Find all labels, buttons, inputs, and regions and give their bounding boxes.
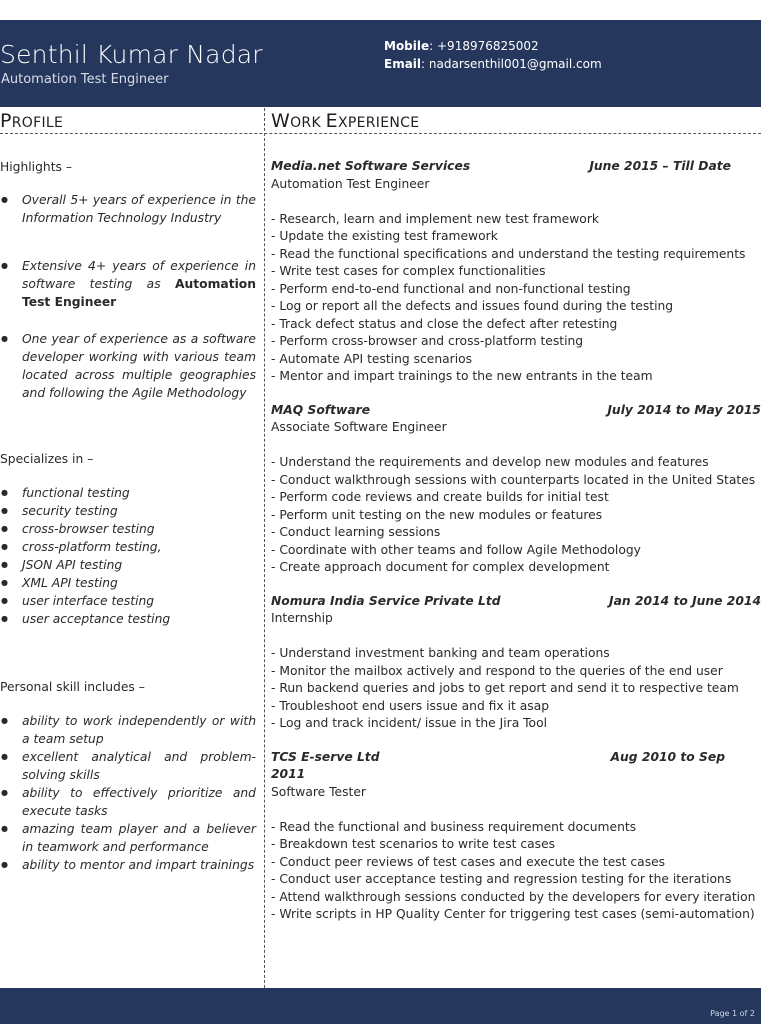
personal-skills-label: Personal skill includes – <box>0 680 145 694</box>
job-duty: - Read the functional and business requirement documents <box>271 819 637 834</box>
job-header <box>271 402 761 420</box>
footer-banner <box>0 988 761 1024</box>
highlights-list <box>0 191 256 227</box>
job-duty: - Update the existing test framework <box>271 229 498 243</box>
job-duty: - Perform end-to-end functional and non-functional testing <box>271 281 631 296</box>
job-duty: - Research, learn and implement new test framework <box>271 211 599 226</box>
job-duty: - Conduct learning sessions <box>271 525 441 539</box>
list-item: ● ability to mentor and impart trainings <box>0 856 256 874</box>
job-header <box>271 158 761 176</box>
email-address: : nadarsenthil001@gmail.com <box>421 57 602 71</box>
list-item: ● user acceptance testing <box>0 610 256 628</box>
job-dates: June 2015 – Till Date <box>589 159 731 173</box>
job-duty: - Conduct walkthrough sessions with counterparts located in the United States <box>271 472 756 487</box>
page-number: Page 1 of 2 <box>710 1009 755 1018</box>
list-item: ● security testing <box>0 502 256 520</box>
job-duty: - Perform unit testing on the new modules or features <box>271 507 603 522</box>
list-item: ● cross-browser testing <box>0 520 256 538</box>
list-item: ● ability to work independently or with a team setup <box>0 712 256 748</box>
job-duty: - Understand investment banking and team operations <box>271 646 610 660</box>
specializes-label: Specializes in – <box>0 452 94 466</box>
job-duty: - Conduct user acceptance testing and regression testing for the iterations <box>271 872 732 886</box>
profile-heading: PROFILE <box>0 110 64 132</box>
job-duty: - Track defect status and close the defect after retesting <box>271 316 618 331</box>
job-entry <box>271 402 761 577</box>
job-entry <box>271 158 761 386</box>
job-duty: - Perform cross-browser and cross-platform testing <box>271 334 584 348</box>
highlight-item: ● Overall 5+ years of experience in the Information Technology Industry <box>0 191 256 227</box>
highlights-list <box>0 257 256 311</box>
work-experience-column <box>271 158 761 940</box>
job-role: Internship <box>271 611 333 625</box>
list-item: ● excellent analytical and problem-solving skills <box>0 748 256 784</box>
job-duty: - Write scripts in HP Quality Center for triggering test cases (semi-automation) <box>271 907 755 921</box>
job-role: Automation Test Engineer <box>271 176 430 191</box>
candidate-name: Senthil Kumar Nadar <box>0 40 263 69</box>
job-role: Software Tester <box>271 784 366 799</box>
highlight-item: ● One year of experience as a software developer working with various team located across multiple geographies and following the Agile Methodology <box>0 330 256 402</box>
job-dates: Jan 2014 to June 2014 <box>609 593 761 608</box>
mobile-number: : +918976825002 <box>429 39 539 53</box>
highlight-item: ● Extensive 4+ years of experience in software testing as Automation Test Engineer <box>0 257 256 311</box>
job-dates: July 2014 to May 2015 <box>607 402 761 417</box>
list-item: ● ability to effectively prioritize and execute tasks <box>0 784 256 820</box>
job-duty: - Run backend queries and jobs to get report and send it to respective team <box>271 681 739 695</box>
email-label: Email <box>384 57 422 71</box>
job-header <box>271 749 761 767</box>
candidate-title: Automation Test Engineer <box>1 72 169 87</box>
company-name: Nomura India Service Private Ltd <box>271 593 501 608</box>
list-item: ● amazing team player and a believer in teamwork and performance <box>0 820 256 856</box>
job-duty: - Create approach document for complex development <box>271 560 610 574</box>
job-dates: Aug 2010 to Sep <box>610 749 725 764</box>
highlights-list <box>0 330 256 402</box>
job-duty: - Write test cases for complex functionalities <box>271 264 546 278</box>
job-header <box>271 593 761 611</box>
email-line <box>384 55 602 73</box>
company-name: MAQ Software <box>271 402 371 417</box>
job-duty: - Monitor the mailbox actively and respond to the queries of the end user <box>271 663 723 678</box>
job-entry <box>271 749 761 924</box>
job-dates-continued: 2011 <box>271 767 306 781</box>
list-item: ● user interface testing <box>0 592 256 610</box>
specializations-list <box>0 484 256 628</box>
job-duty: - Coordinate with other teams and follow Agile Methodology <box>271 542 641 557</box>
job-duty: - Attend walkthrough sessions conducted by the developers for every iteration <box>271 889 756 904</box>
list-item: ● XML API testing <box>0 574 256 592</box>
company-name: Media.net Software Services <box>271 159 471 173</box>
job-duty: - Log or report all the defects and issues found during the testing <box>271 299 674 313</box>
job-duty: - Understand the requirements and develop new modules and features <box>271 455 709 469</box>
job-duty: - Perform code reviews and create builds for initial test <box>271 490 609 504</box>
company-name: TCS E-serve Ltd <box>271 749 380 764</box>
personal-skills-list <box>0 712 256 874</box>
mobile-label: Mobile <box>384 39 430 53</box>
job-entry <box>271 593 761 733</box>
column-divider-vertical <box>264 108 265 988</box>
contact-info <box>384 37 602 73</box>
list-item: ● JSON API testing <box>0 556 256 574</box>
job-duty: - Log and track incident/ issue in the Jira Tool <box>271 716 548 730</box>
job-duty: - Read the functional specifications and understand the testing requirements <box>271 246 746 261</box>
job-duty: - Automate API testing scenarios <box>271 351 473 366</box>
job-duty: - Conduct peer reviews of test cases and execute the test cases <box>271 854 666 869</box>
job-duty: - Breakdown test scenarios to write test cases <box>271 837 556 851</box>
highlights-label: Highlights – <box>0 160 72 174</box>
job-duty: - Troubleshoot end users issue and fix it asap <box>271 698 550 713</box>
header-banner <box>0 20 761 107</box>
work-experience-heading: WORK EXPERIENCE <box>271 110 420 132</box>
job-duty: - Mentor and impart trainings to the new entrants in the team <box>271 369 653 383</box>
list-item: ● functional testing <box>0 484 256 502</box>
list-item: ● cross-platform testing, <box>0 538 256 556</box>
job-role: Associate Software Engineer <box>271 420 447 434</box>
mobile-line <box>384 37 602 55</box>
section-divider-horizontal <box>0 133 761 134</box>
